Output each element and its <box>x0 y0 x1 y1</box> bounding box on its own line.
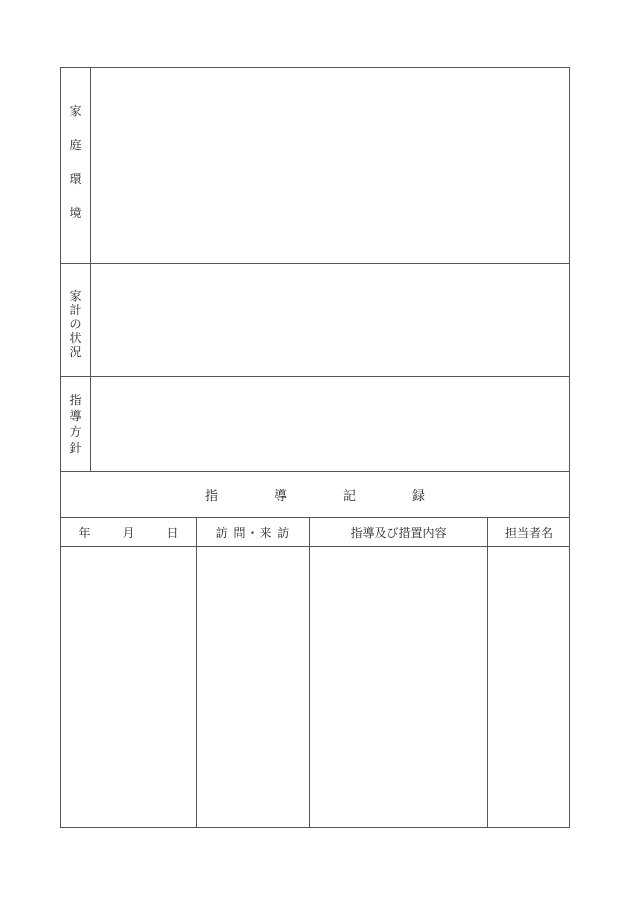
column-header-guidance: 指導及び措置内容 <box>350 525 447 540</box>
guidance-entry-cell[interactable] <box>310 547 487 827</box>
column-header-date: 年 月 日 <box>78 525 179 540</box>
column-header-visit: 訪 問・来 訪 <box>215 525 291 540</box>
record-title: 指 導 記 録 <box>204 489 426 504</box>
visit-entry-cell[interactable] <box>197 547 309 827</box>
label-family-environment: 家 庭 環 境 <box>69 104 82 220</box>
household-finances-entry-area[interactable] <box>91 264 569 376</box>
staff-entry-cell[interactable] <box>488 547 569 827</box>
label-guidance-policy: 指 導 方 針 <box>69 393 82 455</box>
date-entry-cell[interactable] <box>61 547 196 827</box>
label-household-finances: 家 計 の 状 況 <box>69 289 82 359</box>
family-environment-entry-area[interactable] <box>91 68 569 263</box>
column-header-staff: 担当者名 <box>504 525 553 540</box>
guidance-policy-entry-area[interactable] <box>91 377 569 471</box>
